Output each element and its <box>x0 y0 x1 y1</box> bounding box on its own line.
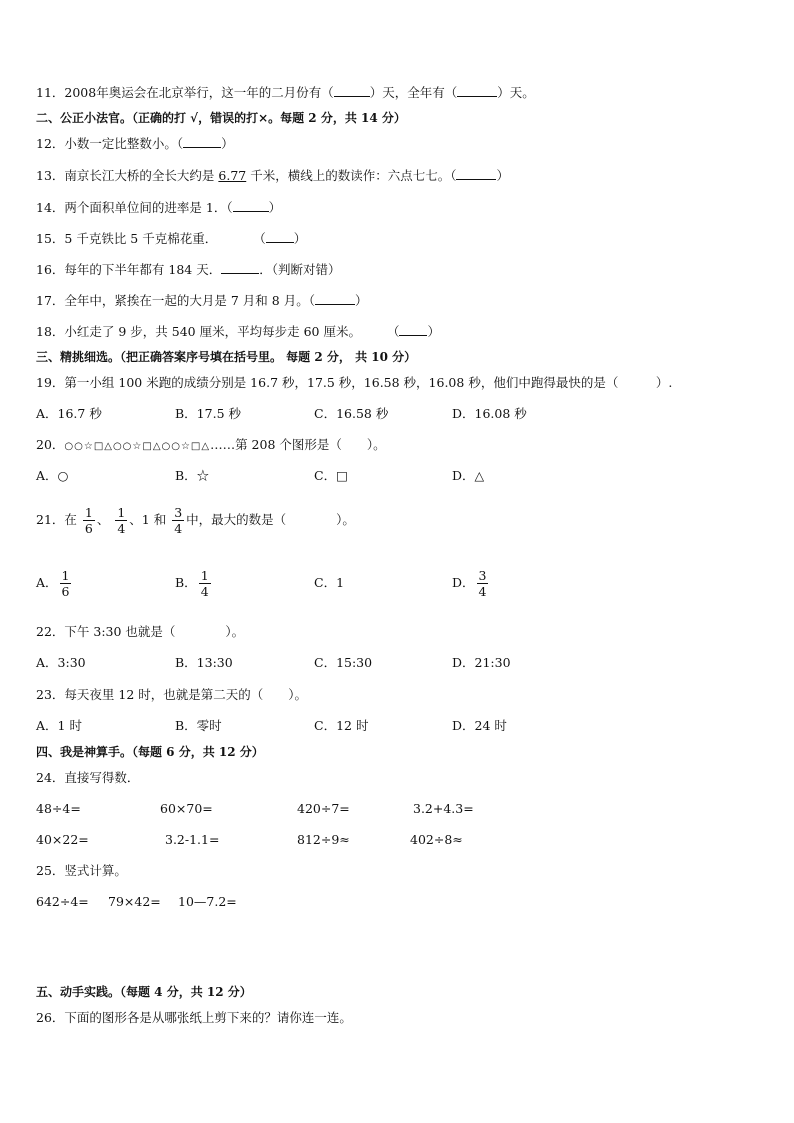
calc-item: 812÷9≈ <box>297 832 350 847</box>
answer-blank[interactable] <box>315 292 355 305</box>
option-c[interactable]: C．12 时 <box>314 718 369 733</box>
option-a[interactable]: A．○ <box>36 468 69 483</box>
calc-item: 79×42= <box>108 894 161 909</box>
option-d[interactable]: D．△ <box>452 468 485 483</box>
answer-blank[interactable] <box>183 135 221 148</box>
shape-sequence: ○○☆□△○○☆□△○○☆□△ <box>64 441 211 452</box>
option-a[interactable]: A．16.7 秒 <box>36 406 102 421</box>
question-14: 14．两个面积单位间的进率是 1．（ ） <box>36 200 282 215</box>
calc-item: 642÷4= <box>36 894 89 909</box>
answer-blank[interactable] <box>399 323 427 336</box>
answer-blank[interactable] <box>457 84 497 97</box>
section-4-heading: 四、我是神算手。（每题 6 分，共 12 分） <box>36 745 264 759</box>
question-19: 19．第一小组 100 米跑的成绩分别是 16.7 秒，17.5 秒，16.58 秒，16.08 秒，他们中跑得最快的是（ ）. <box>36 375 673 390</box>
section-2-heading: 二、公正小法官。（正确的打 √，错误的打×。每题 2 分，共 14 分） <box>36 111 406 125</box>
answer-blank[interactable] <box>456 167 496 180</box>
fraction-three-fourths: $\frac{3}{4}$ <box>174 505 183 536</box>
question-17: 17．全年中，紧挨在一起的大月是 7 月和 8 月。（ ） <box>36 293 368 308</box>
option-d[interactable]: D． $\frac{3}{4}$ <box>452 568 487 599</box>
option-c[interactable]: C．□ <box>314 468 348 483</box>
section-3-heading: 三、精挑细选。（把正确答案序号填在括号里。 每题 2 分， 共 10 分） <box>36 350 417 364</box>
calc-item: 3.2-1.1= <box>165 832 220 847</box>
fraction-three-fourths: $\frac{3}{4}$ <box>478 568 487 599</box>
answer-blank[interactable] <box>233 199 269 212</box>
calc-item: 3.2+4.3= <box>413 801 474 816</box>
fraction-one-sixth: $\frac{1}{6}$ <box>61 568 70 599</box>
section-5-heading: 五、动手实践。（每题 4 分，共 12 分） <box>36 985 252 999</box>
calc-item: 420÷7= <box>297 801 350 816</box>
question-24: 24．直接写得数． <box>36 770 140 785</box>
question-26: 26．下面的图形各是从哪张纸上剪下来的？请你连一连。 <box>36 1010 352 1025</box>
option-b[interactable]: B．17.5 秒 <box>175 406 241 421</box>
question-22: 22．下午 3:30 也就是（ ）。 <box>36 624 245 639</box>
option-c[interactable]: C．1 <box>314 575 345 590</box>
option-d[interactable]: D．24 时 <box>452 718 507 733</box>
calc-item: 48÷4= <box>36 801 81 816</box>
option-d[interactable]: D．21:30 <box>452 655 511 670</box>
answer-blank[interactable] <box>221 261 259 274</box>
fraction-one-fourth: $\frac{1}{4}$ <box>200 568 209 599</box>
option-b[interactable]: B．13:30 <box>175 655 233 670</box>
question-15: 15．5 千克铁比 5 千克棉花重． （ ） <box>36 231 307 246</box>
question-12: 12．小数一定比整数小。（ ） <box>36 136 234 151</box>
fraction-one-fourth: $\frac{1}{4}$ <box>117 505 126 536</box>
question-16: 16．每年的下半年都有 184 天． ．（判断对错） <box>36 262 341 277</box>
calc-item: 402÷8≈ <box>410 832 463 847</box>
answer-blank[interactable] <box>334 84 370 97</box>
option-c[interactable]: C．15:30 <box>314 655 373 670</box>
question-21: 21．在 $\frac{1}{6}$ 、 $\frac{1}{4}$ 、1 和 $\frac{3}{4}$ 中，最大的数是（ ）。 <box>36 505 355 536</box>
option-c[interactable]: C．16.58 秒 <box>314 406 389 421</box>
answer-blank[interactable] <box>266 230 294 243</box>
question-11: 11．2008年奥运会在北京举行，这一年的二月份有（ ）天，全年有（ ）天。 <box>36 85 535 100</box>
option-b[interactable]: B．☆ <box>175 468 210 483</box>
calc-item: 10—7.2= <box>178 894 237 909</box>
calc-item: 60×70= <box>160 801 213 816</box>
option-a[interactable]: A．3:30 <box>36 655 86 670</box>
calc-item: 40×22= <box>36 832 89 847</box>
option-b[interactable]: B． $\frac{1}{4}$ <box>175 568 209 599</box>
question-18: 18．小红走了 9 步，共 540 厘米，平均每步走 60 厘米。 （ ） <box>36 324 440 339</box>
question-23: 23．每天夜里 12 时，也就是第二天的（ ）。 <box>36 687 308 702</box>
option-a[interactable]: A．1 时 <box>36 718 82 733</box>
fraction-one-sixth: $\frac{1}{6}$ <box>84 505 93 536</box>
question-13: 13．南京长江大桥的全长大约是 6.77 千米，横线上的数读作：六点七七。（ ） <box>36 168 509 183</box>
option-b[interactable]: B．零时 <box>175 718 222 733</box>
option-a[interactable]: A． $\frac{1}{6}$ <box>36 568 70 599</box>
question-20: 20．○○☆□△○○☆□△○○☆□△……第 208 个图形是（ ）。 <box>36 437 386 452</box>
question-25: 25．竖式计算。 <box>36 863 127 878</box>
option-d[interactable]: D．16.08 秒 <box>452 406 527 421</box>
